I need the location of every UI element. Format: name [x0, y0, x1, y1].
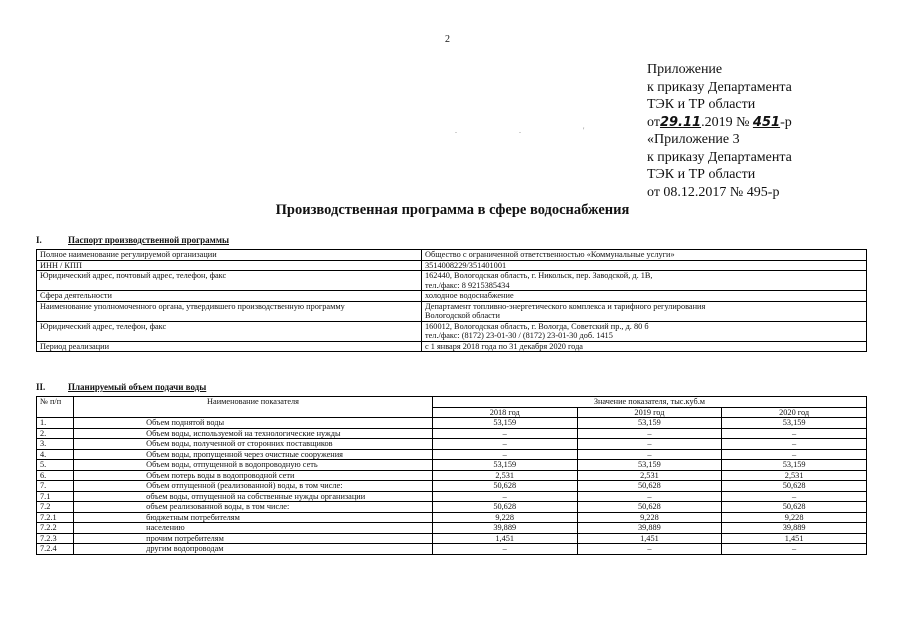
row-number: 5. — [37, 460, 74, 471]
row-value: 53,159 — [432, 460, 577, 471]
row-value: – — [577, 449, 722, 460]
row-value: – — [722, 491, 867, 502]
passport-value — [422, 260, 867, 271]
header-year: 2020 год — [722, 407, 867, 418]
passport-table — [36, 249, 867, 352]
row-name: объем воды, отпущенной на собственные нужды организации — [74, 491, 433, 502]
row-value: – — [432, 439, 577, 450]
table-row — [37, 502, 867, 513]
passport-label: Период реализации — [37, 341, 422, 352]
passport-row — [37, 301, 867, 321]
row-value: 50,628 — [577, 502, 722, 513]
passport-value-line: Вологодской области — [425, 311, 500, 320]
row-value: 39,889 — [432, 523, 577, 534]
header-num: № п/п — [37, 397, 74, 418]
passport-row — [37, 321, 867, 341]
passport-row — [37, 250, 867, 261]
section-heading — [36, 235, 229, 245]
row-value: 2,531 — [722, 470, 867, 481]
passport-value — [422, 250, 867, 261]
row-value: 39,889 — [722, 523, 867, 534]
appendix-line: «Приложение 3 — [647, 132, 740, 147]
row-value: 53,159 — [722, 460, 867, 471]
row-number: 7.1 — [37, 491, 74, 502]
appendix-line: к приказу Департамента — [647, 149, 792, 165]
row-value: 39,889 — [577, 523, 722, 534]
row-value: 50,628 — [722, 481, 867, 492]
date-year: .2019 № — [701, 114, 750, 130]
row-value: – — [432, 449, 577, 460]
table-row — [37, 491, 867, 502]
row-name: Объем потерь воды в водопроводной сети — [74, 470, 433, 481]
row-value: – — [577, 439, 722, 450]
passport-value-line: тел./факс: 8 9215385434 — [425, 280, 510, 290]
row-number: 7.2.1 — [37, 512, 74, 523]
passport-value-line: тел./факс: (8172) 23-01-30 / (8172) 23-01-30 доб. 1415 — [425, 331, 613, 340]
header-values: Значение показателя, тыс.куб.м — [432, 397, 866, 408]
passport-value-line: Общество с ограниченной ответственностью «Коммунальные услуги» — [425, 250, 675, 259]
row-number: 6. — [37, 470, 74, 481]
passport-value-line: Департамент топливно-энергетического комплекса и тарифного регулирования — [425, 301, 706, 311]
row-value: 1,451 — [722, 533, 867, 544]
passport-value-line: холодное водоснабжение — [425, 291, 514, 300]
row-name: Объем воды, отпущенной в водопроводную сеть — [74, 460, 433, 471]
section-number: I. — [36, 235, 42, 245]
passport-value-line: 160012, Вологодская область, г. Вологда, Советский пр., д. 80 б — [425, 321, 649, 331]
passport-value — [422, 321, 867, 341]
passport-row — [37, 341, 867, 352]
appendix-date-line — [647, 114, 792, 132]
handwritten-order-number: 451 — [752, 114, 781, 130]
appendix-line: ТЭК и ТР области — [647, 167, 756, 182]
row-value: 2,531 — [432, 470, 577, 481]
section-title: Планируемый объем подачи воды — [68, 382, 207, 392]
passport-label: Наименование уполномоченного органа, утвердившего производственную программу — [37, 301, 422, 321]
row-number: 7.2.2 — [37, 523, 74, 534]
table-row — [37, 481, 867, 492]
table-row — [37, 544, 867, 555]
section-title: Паспорт производственной программы — [68, 235, 229, 245]
passport-row — [37, 260, 867, 271]
row-value: – — [577, 428, 722, 439]
row-value: 9,228 — [722, 512, 867, 523]
row-value: – — [432, 428, 577, 439]
table-row — [37, 523, 867, 534]
passport-value-line: с 1 января 2018 года по 31 декабря 2020 года — [425, 341, 583, 351]
row-number: 1. — [37, 418, 74, 429]
passport-label: Юридический адрес, телефон, факс — [37, 321, 422, 341]
row-number: 7.2.3 — [37, 533, 74, 544]
table-row — [37, 533, 867, 544]
date-prefix: от — [647, 114, 660, 130]
passport-label: Сфера деятельности — [37, 291, 422, 302]
row-value: 2,531 — [577, 470, 722, 481]
table-row — [37, 449, 867, 460]
passport-label: Полное наименование регулируемой организации — [37, 250, 422, 261]
table-row — [37, 512, 867, 523]
passport-value — [422, 301, 867, 321]
table-row — [37, 428, 867, 439]
row-value: 1,451 — [577, 533, 722, 544]
table-row — [37, 418, 867, 429]
row-value: – — [577, 491, 722, 502]
row-name: Объем воды, пропущенной через очистные сооружения — [74, 449, 433, 460]
appendix-line: Приложение — [647, 62, 723, 77]
row-name: бюджетным потребителям — [74, 512, 433, 523]
row-value: 50,628 — [432, 481, 577, 492]
row-value: 9,228 — [577, 512, 722, 523]
order-suffix: -р — [780, 114, 792, 130]
row-number: 7. — [37, 481, 74, 492]
row-value: 1,451 — [432, 533, 577, 544]
header-name: Наименование показателя — [74, 397, 433, 418]
row-name: Объем поднятой воды — [74, 418, 433, 429]
section-heading — [36, 382, 206, 392]
row-name: прочим потребителям — [74, 533, 433, 544]
scan-specks: . . ' — [455, 126, 615, 135]
row-value: – — [432, 544, 577, 555]
header-year: 2019 год — [577, 407, 722, 418]
table-row — [37, 439, 867, 450]
section-number: II. — [36, 382, 46, 392]
row-value: – — [722, 428, 867, 439]
row-name: Объем воды, полученной от сторонних поставщиков — [74, 439, 433, 450]
row-value: – — [432, 491, 577, 502]
row-value: 50,628 — [577, 481, 722, 492]
table-row — [37, 460, 867, 471]
row-value: 53,159 — [577, 460, 722, 471]
row-value: – — [722, 544, 867, 555]
row-number: 2. — [37, 428, 74, 439]
row-name: другим водопроводам — [74, 544, 433, 555]
appendix-block — [647, 61, 792, 201]
passport-value — [422, 271, 867, 291]
row-value: – — [722, 449, 867, 460]
passport-value — [422, 291, 867, 302]
row-value: – — [577, 544, 722, 555]
header-year: 2018 год — [432, 407, 577, 418]
row-name: населению — [74, 523, 433, 534]
volume-table — [36, 396, 867, 555]
appendix-line: к приказу Департамента — [647, 79, 792, 95]
row-number: 3. — [37, 439, 74, 450]
row-value: 53,159 — [432, 418, 577, 429]
row-value: – — [722, 439, 867, 450]
row-value: 9,228 — [432, 512, 577, 523]
row-value: 53,159 — [577, 418, 722, 429]
row-value: 53,159 — [722, 418, 867, 429]
row-name: Объем воды, используемой на технологические нужды — [74, 428, 433, 439]
passport-value-line: 162440, Вологодская область, г. Никольск, пер. Заводской, д. 1В, — [425, 271, 653, 280]
row-value: 50,628 — [432, 502, 577, 513]
passport-value-line: 3514008229/351401001 — [425, 260, 507, 270]
table-row — [37, 470, 867, 481]
appendix-line: ТЭК и ТР области — [647, 97, 756, 112]
passport-label: ИНН / КПП — [37, 260, 422, 271]
passport-value — [422, 341, 867, 352]
row-number: 7.2 — [37, 502, 74, 513]
row-name: объем реализованной воды, в том числе: — [74, 502, 433, 513]
appendix-line: от 08.12.2017 № 495-р — [647, 184, 780, 200]
row-value: 50,628 — [722, 502, 867, 513]
passport-row — [37, 271, 867, 291]
page-number: 2 — [445, 34, 450, 45]
handwritten-date: 29.11 — [659, 114, 702, 130]
row-number: 4. — [37, 449, 74, 460]
passport-row — [37, 291, 867, 302]
passport-label: Юридический адрес, почтовый адрес, телефон, факс — [37, 271, 422, 291]
row-name: Объем отпущенной (реализованной) воды, в том числе: — [74, 481, 433, 492]
document-title: Производственная программа в сфере водоснабжения — [275, 202, 630, 218]
row-number: 7.2.4 — [37, 544, 74, 555]
